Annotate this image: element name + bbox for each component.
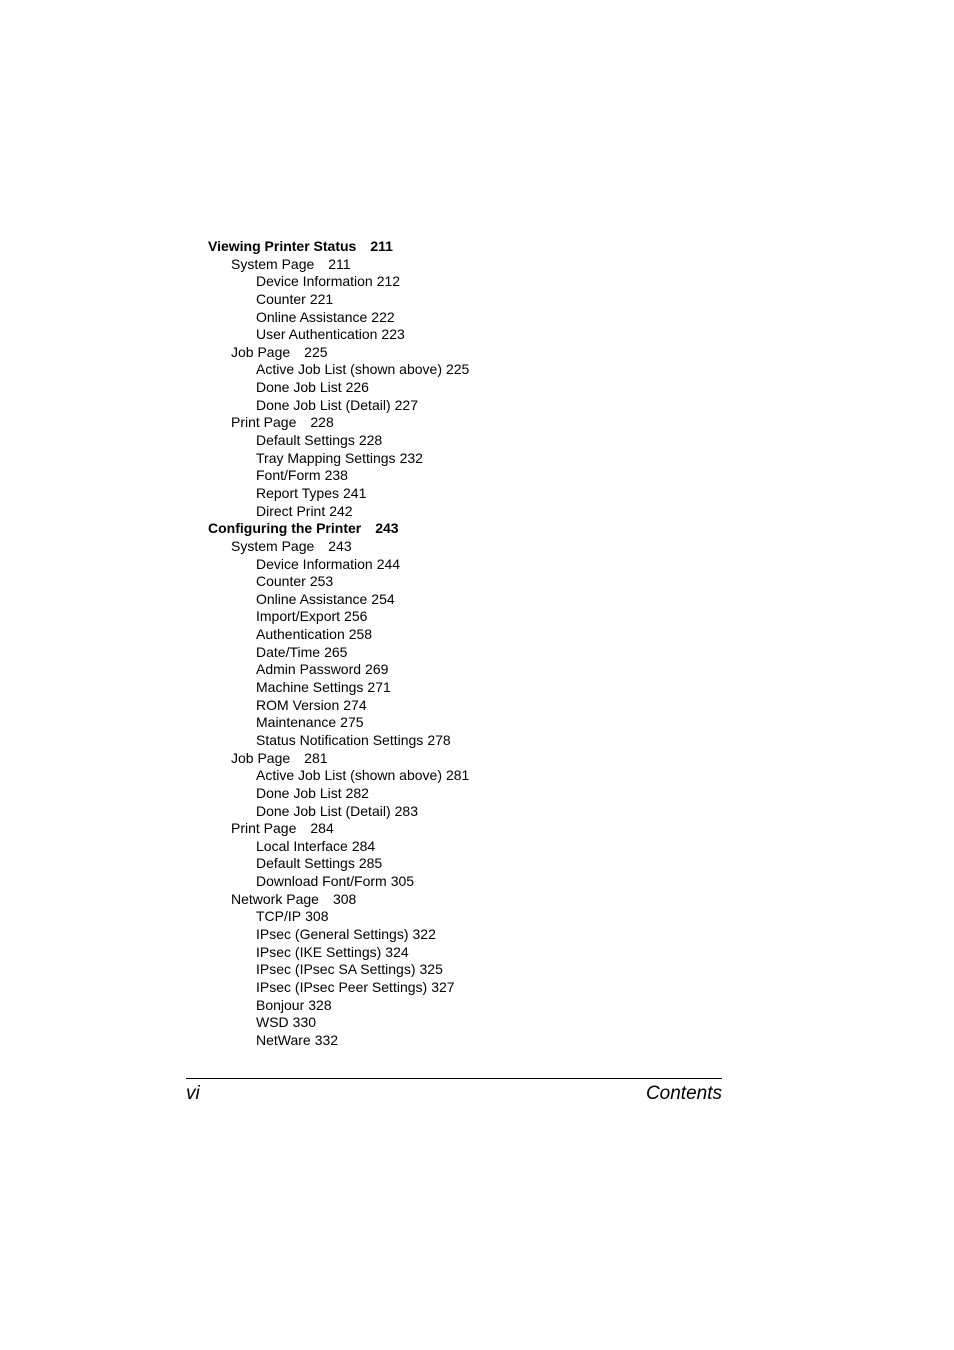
toc-entry-title: Report Types <box>256 484 340 501</box>
toc-entry-page: 283 <box>394 802 418 819</box>
toc-entry-level-3[interactable] <box>208 908 728 926</box>
toc-entry-title: Font/Form <box>256 467 321 484</box>
toc-entry-title: IPsec (IPsec Peer Settings) <box>256 978 428 995</box>
toc-entry-page: 327 <box>431 978 455 995</box>
toc-entry-page: 282 <box>345 784 369 801</box>
toc-entry-title: Counter <box>256 290 306 307</box>
toc-entry-level-3[interactable] <box>208 626 728 644</box>
toc-entry-level-2[interactable] <box>208 891 728 909</box>
toc-entry-page: 332 <box>314 1031 339 1048</box>
toc-entry-level-3[interactable] <box>208 309 728 327</box>
toc-entry-page: 254 <box>371 590 395 607</box>
toc-entry-title: Done Job List (Detail) <box>256 396 391 413</box>
toc-entry-page: 278 <box>427 731 451 748</box>
toc-entry-title: Direct Print <box>256 502 326 519</box>
table-of-contents <box>208 238 728 1049</box>
toc-entry-page: 226 <box>345 379 369 396</box>
toc-entry-page: 284 <box>310 820 334 837</box>
toc-entry-title: Tray Mapping Settings <box>256 449 396 466</box>
toc-entry-level-2[interactable] <box>208 414 728 432</box>
toc-entry-level-3[interactable] <box>208 608 728 626</box>
toc-entry-page: 238 <box>324 467 348 484</box>
toc-entry-level-3[interactable] <box>208 1032 728 1050</box>
toc-entry-level-3[interactable] <box>208 1014 728 1032</box>
toc-entry-level-3[interactable] <box>208 361 728 379</box>
toc-entry-level-3[interactable] <box>208 397 728 415</box>
toc-entry-level-3[interactable] <box>208 326 728 344</box>
toc-entry-title: Active Job List (shown above) <box>256 361 442 378</box>
toc-entry-title: TCP/IP <box>256 908 302 925</box>
toc-entry-title: NetWare <box>256 1031 311 1048</box>
toc-entry-title: ROM Version <box>256 696 340 713</box>
toc-entry-level-3[interactable] <box>208 997 728 1015</box>
toc-entry-page: 281 <box>304 749 328 766</box>
toc-entry-level-2[interactable] <box>208 820 728 838</box>
toc-entry-page: 253 <box>309 573 334 590</box>
toc-entry-title: Device Information <box>256 555 373 572</box>
toc-entry-page: 269 <box>365 661 389 678</box>
toc-entry-title: Status Notification Settings <box>256 731 424 748</box>
toc-entry-page: 211 <box>370 238 393 254</box>
toc-entry-title: Bonjour <box>256 996 305 1013</box>
toc-entry-level-3[interactable] <box>208 873 728 891</box>
toc-entry-title: Default Settings <box>256 855 355 872</box>
toc-entry-title: Authentication <box>256 626 345 643</box>
toc-entry-level-3[interactable] <box>208 556 728 574</box>
toc-entry-page: 305 <box>390 873 415 890</box>
toc-entry-page: 271 <box>367 679 391 696</box>
toc-entry-level-3[interactable] <box>208 573 728 591</box>
toc-entry-level-3[interactable] <box>208 732 728 750</box>
toc-entry-title: Done Job List <box>256 784 342 801</box>
toc-entry-page: 228 <box>310 414 334 431</box>
toc-entry-level-3[interactable] <box>208 379 728 397</box>
toc-entry-page: 225 <box>304 343 328 360</box>
toc-entry-page: 328 <box>308 996 332 1013</box>
toc-entry-title: System Page <box>231 255 315 272</box>
toc-entry-title: Admin Password <box>256 661 362 678</box>
toc-entry-page: 308 <box>332 890 357 907</box>
toc-entry-page: 227 <box>394 396 418 413</box>
toc-entry-title: Print Page <box>231 414 297 431</box>
toc-entry-page: 228 <box>358 432 383 449</box>
toc-entry-page: 222 <box>371 308 395 325</box>
toc-entry-title: Network Page <box>231 890 319 907</box>
toc-entry-level-3[interactable] <box>208 803 728 821</box>
toc-entry-level-3[interactable] <box>208 979 728 997</box>
toc-entry-title: User Authentication <box>256 326 378 343</box>
toc-entry-page: 212 <box>376 273 401 290</box>
toc-entry-page: 275 <box>340 714 364 731</box>
toc-entry-title: System Page <box>231 537 315 554</box>
toc-entry-title: IPsec (IKE Settings) <box>256 943 382 960</box>
toc-entry-title: Job Page <box>231 749 291 766</box>
toc-entry-level-3[interactable] <box>208 944 728 962</box>
toc-entry-level-3[interactable] <box>208 432 728 450</box>
toc-entry-page: 244 <box>376 555 401 572</box>
toc-entry-level-3[interactable] <box>208 485 728 503</box>
toc-entry-title: Local Interface <box>256 837 348 854</box>
toc-entry-title: Import/Export <box>256 608 341 625</box>
toc-entry-title: Active Job List (shown above) <box>256 767 442 784</box>
toc-entry-title: Default Settings <box>256 432 355 449</box>
toc-entry-level-2[interactable] <box>208 344 728 362</box>
toc-entry-level-3[interactable] <box>208 467 728 485</box>
toc-entry-level-2[interactable] <box>208 256 728 274</box>
toc-entry-title: IPsec (General Settings) <box>256 925 409 942</box>
toc-entry-page: 243 <box>328 537 352 554</box>
toc-entry-level-3[interactable] <box>208 838 728 856</box>
toc-entry-page: 285 <box>358 855 383 872</box>
toc-entry-title: Done Job List (Detail) <box>256 802 391 819</box>
toc-entry-title: Viewing Printer Status <box>208 238 357 254</box>
toc-entry-title: Online Assistance <box>256 590 368 607</box>
toc-entry-level-1[interactable] <box>208 520 728 538</box>
toc-entry-level-3[interactable] <box>208 503 728 521</box>
toc-entry-page: 281 <box>445 767 470 784</box>
toc-entry-title: Print Page <box>231 820 297 837</box>
toc-entry-title: Maintenance <box>256 714 337 731</box>
toc-entry-page: 242 <box>329 502 353 519</box>
toc-entry-page: 284 <box>351 837 376 854</box>
toc-entry-page: 324 <box>385 943 409 960</box>
toc-entry-page: 308 <box>305 908 329 925</box>
toc-entry-level-2[interactable] <box>208 750 728 768</box>
toc-entry-title: Date/Time <box>256 643 321 660</box>
toc-entry-page: 211 <box>328 255 351 272</box>
footer-page-number: vi <box>186 1083 200 1104</box>
toc-entry-level-3[interactable] <box>208 926 728 944</box>
toc-entry-page: 265 <box>324 643 348 660</box>
toc-entry-level-1[interactable] <box>208 238 728 256</box>
toc-entry-page: 232 <box>399 449 423 466</box>
toc-entry-page: 223 <box>381 326 405 343</box>
toc-entry-level-3[interactable] <box>208 661 728 679</box>
toc-entry-page: 330 <box>292 1014 317 1031</box>
toc-entry-title: Configuring the Printer <box>208 520 362 537</box>
toc-entry-page: 241 <box>343 484 367 501</box>
toc-entry-level-3[interactable] <box>208 644 728 662</box>
toc-entry-page: 325 <box>419 961 443 978</box>
toc-entry-title: Job Page <box>231 343 291 360</box>
toc-entry-title: Counter <box>256 573 306 590</box>
toc-entry-title: Download Font/Form <box>256 873 387 890</box>
toc-entry-page: 274 <box>343 696 367 713</box>
toc-entry-title: Done Job List <box>256 379 342 396</box>
toc-entry-level-3[interactable] <box>208 961 728 979</box>
toc-entry-level-3[interactable] <box>208 785 728 803</box>
toc-entry-page: 221 <box>309 290 334 307</box>
toc-entry-level-3[interactable] <box>208 450 728 468</box>
toc-entry-level-3[interactable] <box>208 697 728 715</box>
toc-entry-level-3[interactable] <box>208 679 728 697</box>
footer-section-title: Contents <box>645 1083 722 1104</box>
footer-rule <box>186 1078 722 1079</box>
toc-entry-level-3[interactable] <box>208 767 728 785</box>
toc-entry-page: 258 <box>348 626 373 643</box>
toc-entry-title: Device Information <box>256 273 373 290</box>
toc-entry-level-2[interactable] <box>208 538 728 556</box>
toc-entry-level-3[interactable] <box>208 591 728 609</box>
toc-entry-level-3[interactable] <box>208 714 728 732</box>
toc-entry-title: Machine Settings <box>256 679 364 696</box>
toc-entry-level-3[interactable] <box>208 291 728 309</box>
toc-entry-page: 225 <box>445 361 470 378</box>
toc-entry-title: WSD <box>256 1014 289 1031</box>
toc-entry-level-3[interactable] <box>208 855 728 873</box>
toc-entry-page: 322 <box>412 925 436 942</box>
toc-entry-page: 256 <box>344 608 368 625</box>
toc-entry-title: IPsec (IPsec SA Settings) <box>256 961 416 978</box>
toc-entry-page: 243 <box>375 520 399 537</box>
toc-entry-level-3[interactable] <box>208 273 728 291</box>
toc-entry-title: Online Assistance <box>256 308 368 325</box>
